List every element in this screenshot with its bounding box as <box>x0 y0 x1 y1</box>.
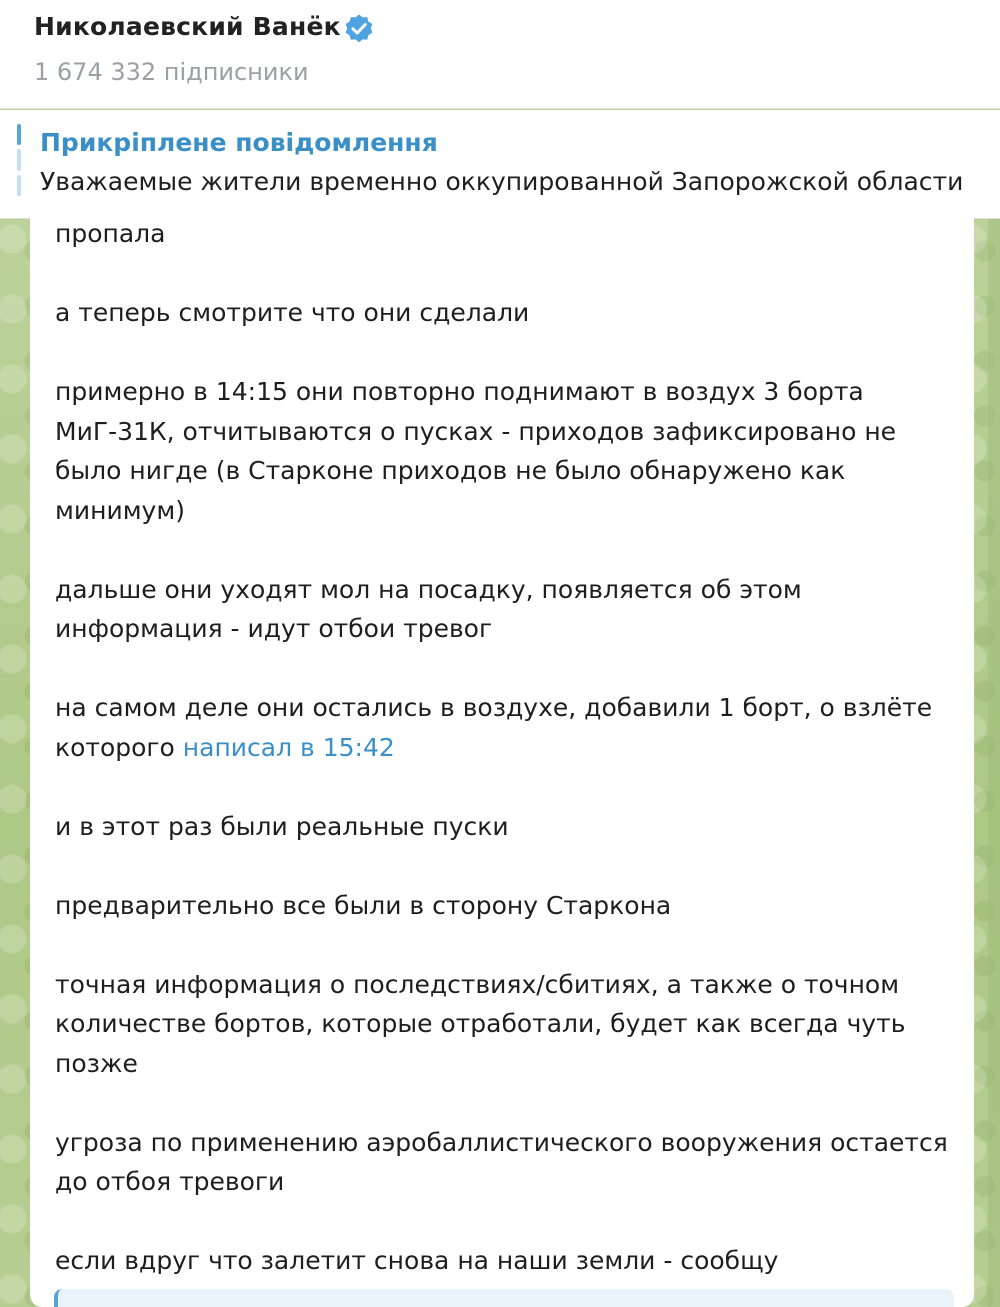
message-text <box>55 218 955 1307</box>
pinned-message-bar[interactable] <box>0 110 1000 219</box>
message-text-span: на самом деле они остались в воздухе, добавили 1 борт, о взлёте которого <box>55 693 933 762</box>
link-preview[interactable] <box>54 1289 954 1307</box>
message-paragraph: примерно в 14:15 они повторно поднимают в воздух 3 борта МиГ-31К, отчитываются о пусках - приходов зафиксировано не было нигде (в Старконе приходов не было обнаружено как минимум) <box>55 377 897 525</box>
message-paragraph: угроза по применению аэробаллистического вооружения остается до отбоя тревоги <box>55 1127 948 1196</box>
subscriber-count: 1 674 332 підписники <box>34 58 309 86</box>
message-paragraph: если вдруг что залетит снова на наши земли - сообщу <box>55 1246 779 1275</box>
message-paragraph: и в этот раз были реальные пуски <box>55 811 509 841</box>
message-bubble <box>30 218 974 1307</box>
message-paragraph <box>55 688 955 767</box>
verified-badge-icon <box>343 13 375 45</box>
message-paragraph: точная информация о последствиях/сбитиях, а также о точном количестве бортов, которые отработали, будет как всегда чуть позже <box>55 969 906 1078</box>
message-paragraph: а теперь смотрите что они сделали <box>55 298 530 327</box>
pinned-label: Прикріплене повідомлення <box>40 128 438 157</box>
message-paragraph: предварительно все были в сторону Старкона <box>55 890 672 920</box>
message-paragraph: пропала <box>55 219 166 248</box>
pinned-indicator <box>17 124 21 196</box>
message-paragraph: дальше они уходят мол на посадку, появляется об этом информация - идут отбои тревог <box>55 574 802 643</box>
scroll-strip <box>988 218 1000 1307</box>
message-link[interactable]: написал в 15:42 <box>182 732 395 762</box>
pinned-text: Уважаемые жители временно оккупированной Запорожской области <box>40 167 964 196</box>
channel-title[interactable]: Николаевский Ванёк <box>34 12 341 41</box>
channel-header[interactable] <box>0 0 1000 109</box>
